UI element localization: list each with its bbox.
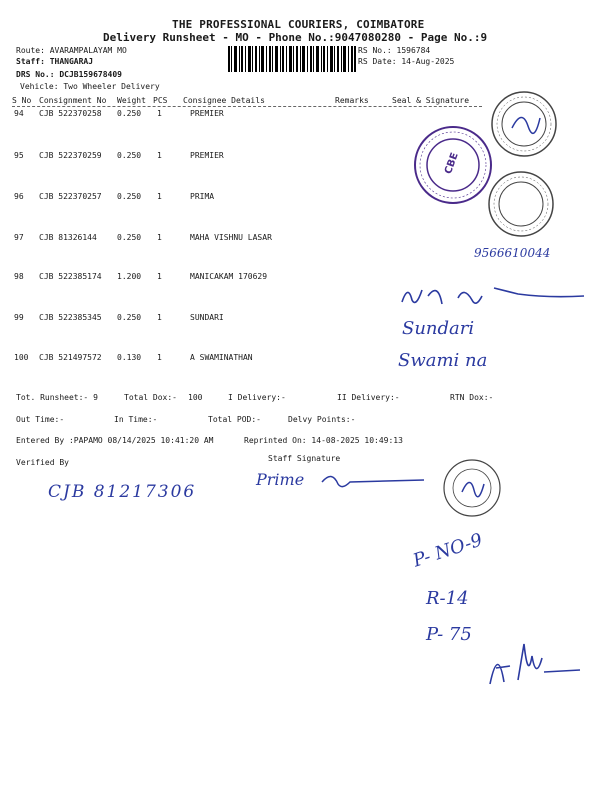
handwritten-page-no: P- NO-9 xyxy=(410,529,486,572)
in-time: In Time:- xyxy=(114,415,158,424)
row-consignment: CJB 522370258 xyxy=(39,109,102,118)
handwritten-sundari-signature: Sundari xyxy=(402,318,475,339)
row-sno: 96 xyxy=(14,192,24,201)
total-pod: Total POD:- xyxy=(208,415,261,424)
row-sno: 100 xyxy=(14,353,29,362)
rtn-dox: RTN Dox:- xyxy=(450,393,494,402)
row-consignment: CJB 81326144 xyxy=(39,233,97,242)
handwritten-r-count: R-14 xyxy=(426,588,469,609)
row-consignment: CJB 522370259 xyxy=(39,151,102,160)
col-sno: S No xyxy=(12,96,32,105)
total-dox-label: Total Dox:- xyxy=(124,393,177,402)
row-consignee: MANICAKAM 170629 xyxy=(190,272,268,281)
handwritten-signature-98-icon xyxy=(398,278,588,314)
row-pcs: 1 xyxy=(157,313,162,322)
row-weight: 0.250 xyxy=(117,233,142,242)
total-dox-value: 100 xyxy=(188,393,203,402)
col-weight: Weight xyxy=(117,96,146,105)
entered-by: Entered By :PAPAMO 08/14/2025 10:41:20 AM xyxy=(16,436,214,445)
row-consignment: CJB 522385174 xyxy=(39,272,102,281)
reprinted-on: Reprinted On: 14-08-2025 10:49:13 xyxy=(244,436,403,445)
row-sno: 99 xyxy=(14,313,24,322)
col-consignee: Consignee Details xyxy=(183,96,265,105)
handwritten-phone: 9566610044 xyxy=(474,246,551,260)
row-sno: 94 xyxy=(14,109,24,118)
col-pcs: PCS xyxy=(153,96,168,105)
row-pcs: 1 xyxy=(157,272,162,281)
row-sno: 97 xyxy=(14,233,24,242)
vehicle-label: Vehicle: Two Wheeler Delivery xyxy=(20,82,160,91)
handwritten-prime: Prime xyxy=(256,470,305,489)
handwritten-swami-signature: Swami na xyxy=(398,350,488,371)
prime-signature-stroke-icon xyxy=(318,468,428,494)
row-consignee: A SWAMINATHAN xyxy=(190,353,253,362)
drs-label: DRS No.: DCJB159678409 xyxy=(16,70,122,79)
col-consignment: Consignment No xyxy=(39,96,107,105)
staff-signature-label: Staff Signature xyxy=(268,454,341,463)
seal-stamp-2-icon xyxy=(485,168,557,240)
row-weight: 0.250 xyxy=(117,192,142,201)
verified-by-label: Verified By xyxy=(16,458,69,467)
stamp-text: CBE xyxy=(443,151,461,176)
row-consignee: SUNDARI xyxy=(190,313,224,322)
row-pcs: 1 xyxy=(157,353,162,362)
route-label: Route: AVARAMPALAYAM MO xyxy=(16,46,127,55)
handwritten-final-signature-icon xyxy=(484,636,584,692)
row-weight: 0.250 xyxy=(117,313,142,322)
row-sno: 98 xyxy=(14,272,24,281)
delvy-points: Delvy Points:- xyxy=(288,415,356,424)
total-runsheet: Tot. Runsheet:- 9 xyxy=(16,393,98,402)
seal-stamp-icon xyxy=(488,88,560,160)
ii-delivery: II Delivery:- xyxy=(337,393,400,402)
row-weight: 0.250 xyxy=(117,151,142,160)
out-time: Out Time:- xyxy=(16,415,65,424)
row-consignee: PREMIER xyxy=(190,109,224,118)
row-consignee: PREMIER xyxy=(190,151,224,160)
row-pcs: 1 xyxy=(157,109,162,118)
col-remarks: Remarks xyxy=(335,96,369,105)
header-divider xyxy=(12,106,482,107)
bottom-seal-icon xyxy=(440,456,504,520)
i-delivery: I Delivery:- xyxy=(228,393,286,402)
row-pcs: 1 xyxy=(157,233,162,242)
row-consignment: CJB 522370257 xyxy=(39,192,102,201)
rs-number: RS No.: 1596784 xyxy=(358,46,431,55)
barcode xyxy=(228,46,356,72)
staff-label: Staff: THANGARAJ xyxy=(16,57,94,66)
row-weight: 1.200 xyxy=(117,272,142,281)
handwritten-cjb-note: CJB 81217306 xyxy=(48,482,197,502)
document-subtitle: Delivery Runsheet - MO - Phone No.:9047080280 - Page No.:9 xyxy=(103,31,488,44)
handwritten-p-count: P- 75 xyxy=(426,624,472,645)
row-consignment: CJB 521497572 xyxy=(39,353,102,362)
document-title: THE PROFESSIONAL COURIERS, COIMBATORE xyxy=(172,18,425,31)
row-consignee: PRIMA xyxy=(190,192,215,201)
row-consignee: MAHA VISHNU LASAR xyxy=(190,233,272,242)
row-pcs: 1 xyxy=(157,192,162,201)
rs-date: RS Date: 14-Aug-2025 xyxy=(358,57,455,66)
row-pcs: 1 xyxy=(157,151,162,160)
col-seal-signature: Seal & Signature xyxy=(392,96,470,105)
row-sno: 95 xyxy=(14,151,24,160)
row-weight: 0.130 xyxy=(117,353,142,362)
row-consignment: CJB 522385345 xyxy=(39,313,102,322)
row-weight: 0.250 xyxy=(117,109,142,118)
